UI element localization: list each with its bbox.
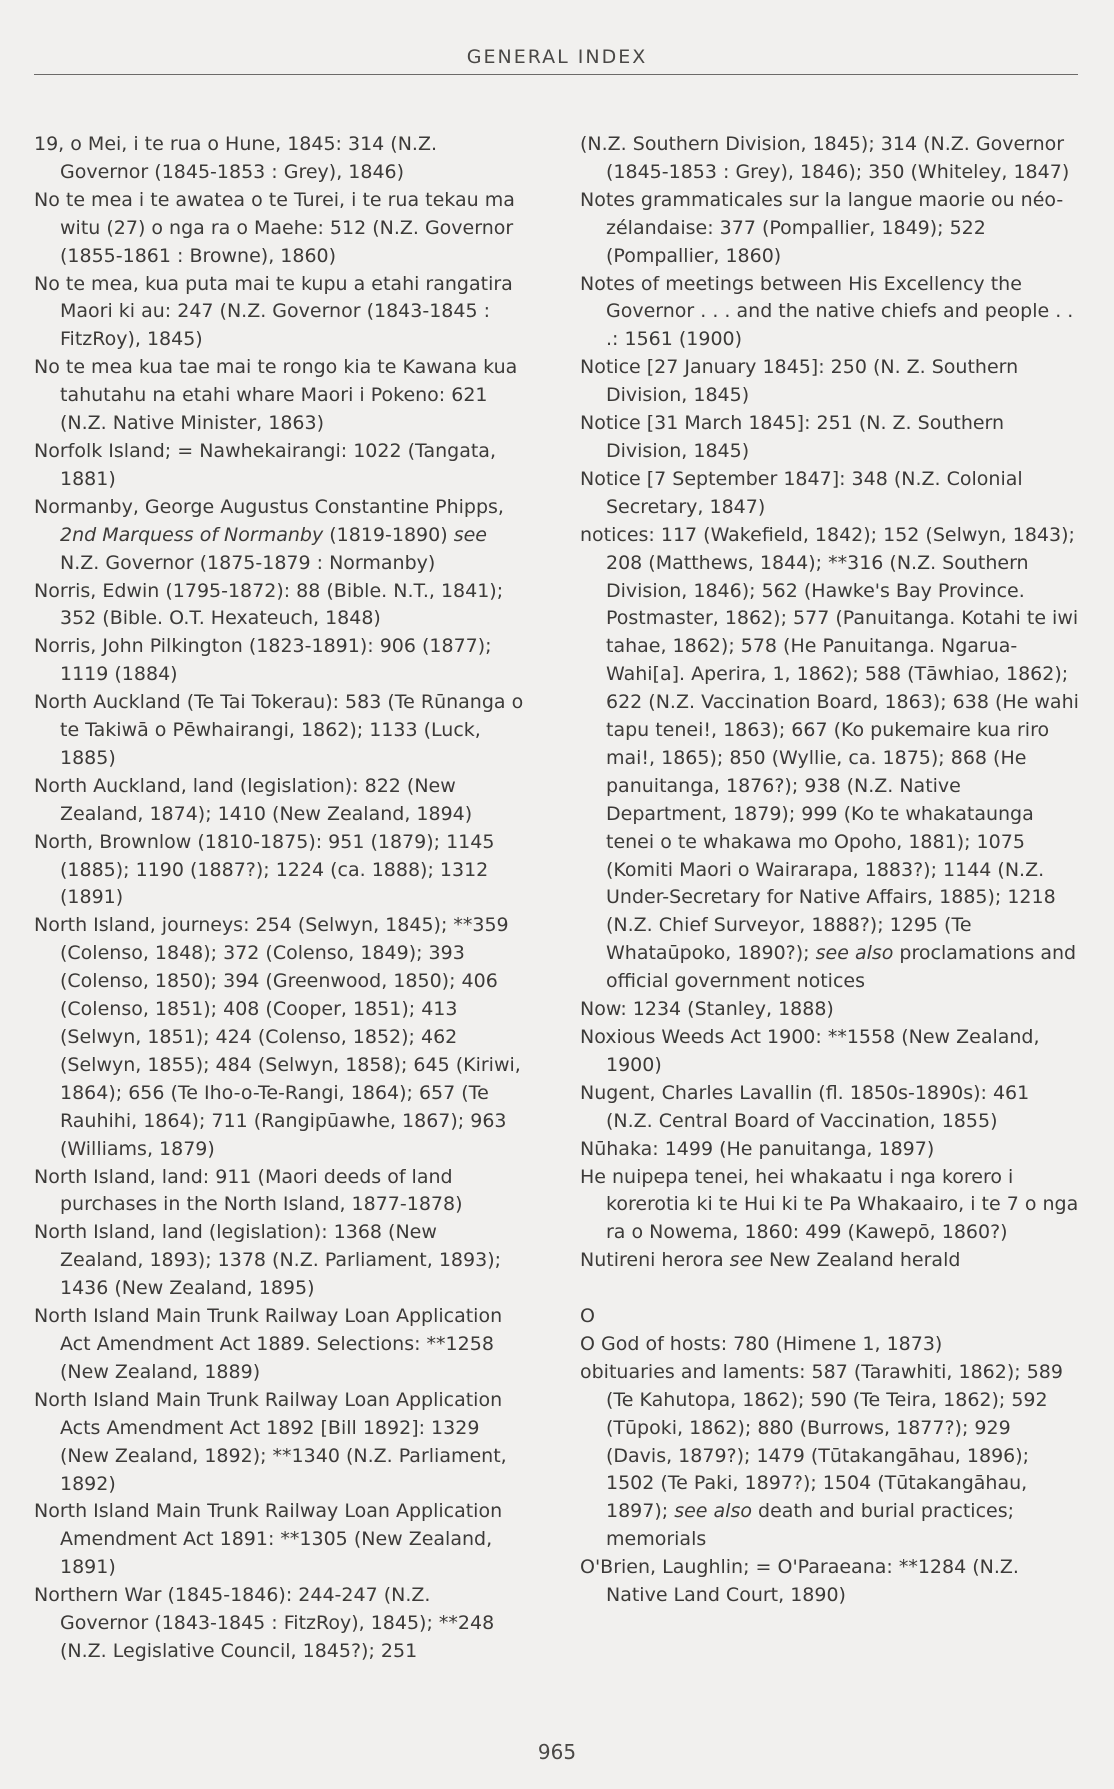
running-head: GENERAL INDEX (466, 46, 648, 68)
header-rule (34, 74, 1078, 75)
index-entry: O'Brien, Laughlin; = O'Paraeana: **1284 (N.Z. Native Land Court, 1890) (580, 1556, 1019, 1607)
index-entry: 19, o Mei, i te rua o Hune, 1845: 314 (N.Z. Governor (1845-1853 : Grey), 1846) (34, 133, 438, 183)
index-entry: Northern War (1845-1846): 244-247 (N.Z. Governor (1843-1845 : FitzRoy), 1845); **248 (N.Z. Legislative Council, 1845?); 251 (34, 1584, 495, 1662)
index-entry: Norfolk Island; = Nawhekairangi: 1022 (Tangata, 1881) (34, 439, 496, 490)
index-entry: North Auckland, land (legislation): 822 (New Zealand, 1874); 1410 (New Zealand, 1894) (34, 774, 473, 825)
index-entry: Noxious Weeds Act 1900: **1558 (New Zealand, 1900) (580, 1026, 1040, 1076)
index-entry: Nutireni herora see New Zealand herald (580, 1249, 961, 1272)
index-entry: North, Brownlow (1810-1875): 951 (1879); 1145 (1885); 1190 (1887?); 1224 (ca. 1888); 1312 (1891) (34, 830, 495, 909)
index-entry: No te mea kua tae mai te rongo kia te Kawana kua tahutahu na etahi whare Maori i Pokeno: 621 (N.Z. Native Minister, 1863) (34, 356, 518, 435)
index-entry: North Island, land (legislation): 1368 (New Zealand, 1893); 1378 (N.Z. Parliament, 1893); 1436 (New Zealand, 1895) (34, 1221, 502, 1300)
index-entry: North Island Main Trunk Railway Loan Application Acts Amendment Act 1892 [Bill 1892]: 1329 (New Zealand, 1892); **1340 (N.Z. Parliament, 1892) (34, 1388, 507, 1495)
index-entry: Notes of meetings between His Excellency the Governor . . . and the native chiefs and people . . .: 1561 (1900) (580, 272, 1074, 351)
index-entry: Notes grammaticales sur la langue maorie ou néo-zélandaise: 377 (Pompallier, 1849); 522 (Pompallier, 1860) (580, 188, 1064, 267)
index-entry: Norris, John Pilkington (1823-1891): 906 (1877); 1119 (1884) (34, 635, 492, 686)
index-entry: North Island Main Trunk Railway Loan Application Amendment Act 1891: **1305 (New Zealand, 1891) (34, 1500, 503, 1579)
index-entry: North Island, land: 911 (Maori deeds of land purchases in the North Island, 1877-1878) (34, 1165, 463, 1216)
index-entry: Normanby, George Augustus Constantine Phipps, 2nd Marquess of Normanby (1819-1890) see N.Z. Governor (1875-1879 : Normanby) (34, 495, 504, 574)
left-column (34, 131, 524, 1666)
index-entry: He nuipepa tenei, hei whakaatu i nga korero i korerotia ki te Hui ki te Pa Whakaairo, i te 7 o nga ra o Nowema, 1860: 499 (Kawepō, 1860?) (580, 1165, 1079, 1244)
index-entry: Notice [27 January 1845]: 250 (N. Z. Southern Division, 1845) (580, 356, 1019, 407)
right-column (580, 131, 1080, 1610)
index-entry: North Island Main Trunk Railway Loan Application Act Amendment Act 1889. Selections: **1258 (New Zealand, 1889) (34, 1305, 503, 1383)
index-entry: Nugent, Charles Lavallin (fl. 1850s-1890s): 461 (N.Z. Central Board of Vaccination, 1855) (580, 1081, 1030, 1132)
index-entry: O God of hosts: 780 (Himene 1, 1873) (580, 1332, 943, 1355)
index-entry: Notice [31 March 1845]: 251 (N. Z. Southern Division, 1845) (580, 412, 1005, 462)
index-entry: North Island, journeys: 254 (Selwyn, 1845); **359 (Colenso, 1848); 372 (Colenso, 1849); 393 (Colenso, 1850); 394 (Greenwood, 1850); 406 (Colenso, 1851); 408 (Cooper, 1851); 413 (Selwyn, 1851); 424 (Colenso, 1852); 462 (Selwyn, 1855); 484 (Selwyn, 1858); 645 (Kiriwi, 1864); 656 (Te Iho-o-Te-Rangi, 1864); 657 (Te Rauhihi, 1864); 711 (Rangipūawhe, 1867); 963 (Williams, 1879) (34, 914, 521, 1160)
index-entry: obituaries and laments: 587 (Tarawhiti, 1862); 589 (Te Kahutopa, 1862); 590 (Te Teira, 1862); 592 (Tūpoki, 1862); 880 (Burrows, 1877?); 929 (Davis, 1879?); 1479 (Tūtakangāhau, 1896); 1502 (Te Paki, 1897?); 1504 (Tūtakangāhau, 1897); see also death and burial practices; memorials (580, 1360, 1063, 1551)
index-entry: Now: 1234 (Stanley, 1888) (580, 998, 834, 1021)
index-entry: Nūhaka: 1499 (He panuitanga, 1897) (580, 1137, 935, 1160)
index-entry: notices: 117 (Wakefield, 1842); 152 (Selwyn, 1843); 208 (Matthews, 1844); **316 (N.Z. Southern Division, 1846); 562 (Hawke's Bay Province. Postmaster, 1862); 577 (Panuitanga. Kotahi te iwi tahae, 1862); 578 (He Panuitanga. Ngarua-Wahi[a]. Aperira, 1, 1862); 588 (Tāwhiao, 1862); 622 (N.Z. Vaccination Board, 1863); 638 (He wahi tapu tenei!, 1863); 667 (Ko pukemaire kua riro mai!, 1865); 850 (Wyllie, ca. 1875); 868 (He panuitanga, 1876?); 938 (N.Z. Native Department, 1879); 999 (Ko te whakataunga tenei o te whakawa mo Opoho, 1881); 1075 (Komiti Maori o Wairarapa, 1883?); 1144 (N.Z. Under-Secretary for Native Affairs, 1885); 1218 (N.Z. Chief Surveyor, 1888?); 1295 (Te Whataūpoko, 1890?); see also proclamations and official government notices (580, 523, 1079, 993)
index-entry: No te mea, kua puta mai te kupu a etahi rangatira Maori ki au: 247 (N.Z. Governor (1843-1845 : FitzRoy), 1845) (34, 272, 513, 351)
section-letter: O (580, 1305, 595, 1328)
index-entry: Norris, Edwin (1795-1872): 88 (Bible. N.T., 1841); 352 (Bible. O.T. Hexateuch, 1848) (34, 579, 504, 630)
index-entry: (N.Z. Southern Division, 1845); 314 (N.Z. Governor (1845-1853 : Grey), 1846); 350 (Whiteley, 1847) (580, 133, 1070, 183)
page-number: 965 (537, 1740, 577, 1764)
index-entry: North Auckland (Te Tai Tokerau): 583 (Te Rūnanga o te Takiwā o Pēwhairangi, 1862); 1133 (Luck, 1885) (34, 691, 524, 769)
index-entry: Notice [7 September 1847]: 348 (N.Z. Colonial Secretary, 1847) (580, 467, 1023, 518)
index-entry: No te mea i te awatea o te Turei, i te rua tekau ma witu (27) o nga ra o Maehe: 512 (N.Z. Governor (1855-1861 : Browne), 1860) (34, 188, 515, 267)
